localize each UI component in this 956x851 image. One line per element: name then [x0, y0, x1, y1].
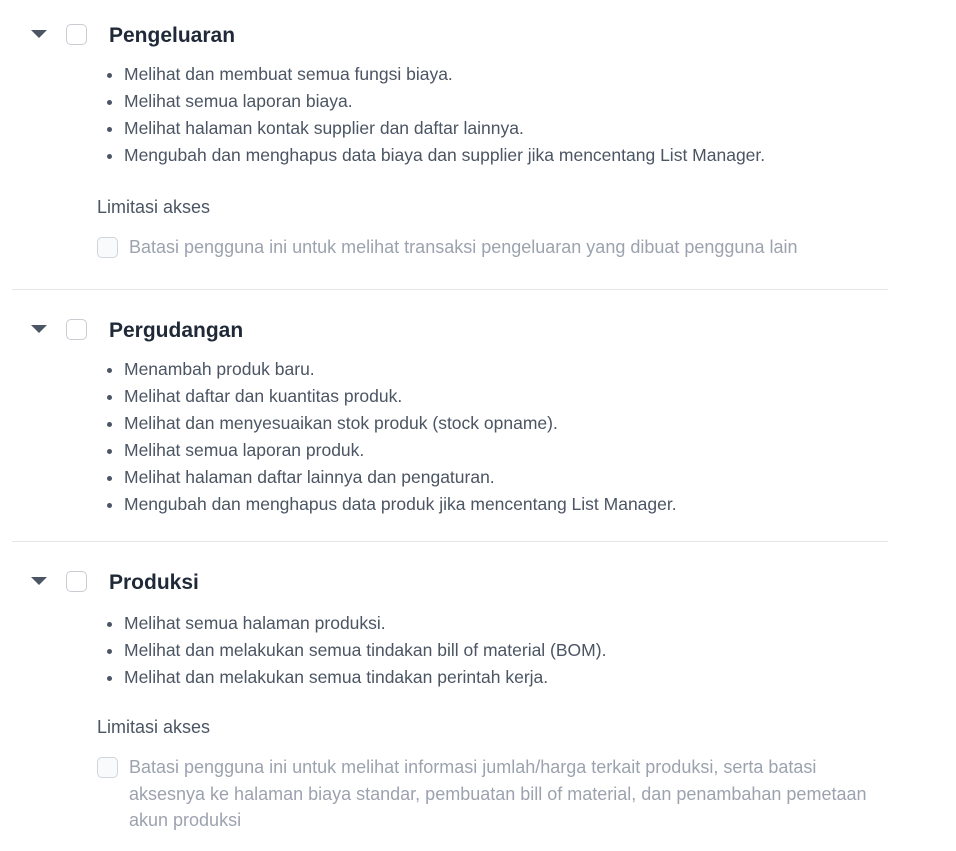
limit-access-label: Limitasi akses: [97, 717, 211, 737]
limit-access-checkbox[interactable]: [97, 237, 118, 258]
section-divider: [12, 289, 888, 290]
limit-access-text: Batasi pengguna ini untuk melihat informasi jumlah/harga terkait produksi, serta batasi aksesnya ke halaman biaya standar, pembuatan bill of material, dan penambahan pemetaan akun produksi: [129, 757, 867, 830]
limit-access-checkbox[interactable]: [97, 757, 118, 778]
permission-section-pengeluaran: [12, 20, 888, 270]
section-header: [12, 567, 888, 597]
permission-item: • Melihat halaman daftar lainnya dan pengaturan.: [124, 464, 677, 491]
section-checkbox[interactable]: [66, 571, 87, 592]
permission-item: • Mengubah dan menghapus data biaya dan supplier jika mencentang List Manager.: [124, 142, 765, 169]
permission-item: • Melihat dan melakukan semua tindakan perintah kerja.: [124, 664, 606, 691]
section-header: [12, 20, 888, 50]
permission-list: [97, 356, 677, 518]
limit-access-label: Limitasi akses: [97, 197, 211, 217]
permission-list: [97, 610, 606, 691]
section-title: Pergudangan: [109, 319, 244, 342]
caret-down-icon[interactable]: [31, 30, 47, 38]
section-title: Produksi: [109, 571, 199, 594]
limit-access-text: Batasi pengguna ini untuk melihat transaksi pengeluaran yang dibuat pengguna lain: [129, 237, 798, 257]
section-checkbox[interactable]: [66, 24, 87, 45]
permission-section-pergudangan: [12, 315, 888, 525]
section-title: Pengeluaran: [109, 24, 236, 47]
permission-item: • Melihat semua halaman produksi.: [124, 610, 606, 637]
permission-item: • Melihat dan membuat semua fungsi biaya.: [124, 61, 765, 88]
permission-item: • Melihat halaman kontak supplier dan daftar lainnya.: [124, 115, 765, 142]
section-divider: [12, 541, 888, 542]
permission-item: • Mengubah dan menghapus data produk jika mencentang List Manager.: [124, 491, 677, 518]
permission-item: • Melihat semua laporan biaya.: [124, 88, 765, 115]
permission-item: • Melihat dan menyesuaikan stok produk (stock opname).: [124, 410, 677, 437]
limit-access-option[interactable]: [97, 754, 877, 836]
section-checkbox[interactable]: [66, 319, 87, 340]
limit-access-option[interactable]: [97, 234, 877, 264]
permission-section-produksi: [12, 567, 888, 847]
permission-item: • Melihat semua laporan produk.: [124, 437, 677, 464]
permission-item: • Melihat daftar dan kuantitas produk.: [124, 383, 677, 410]
permission-item: • Menambah produk baru.: [124, 356, 677, 383]
section-header: [12, 315, 888, 345]
permission-list: [97, 61, 765, 169]
caret-down-icon[interactable]: [31, 325, 47, 333]
caret-down-icon[interactable]: [31, 577, 47, 585]
permission-item: • Melihat dan melakukan semua tindakan bill of material (BOM).: [124, 637, 606, 664]
